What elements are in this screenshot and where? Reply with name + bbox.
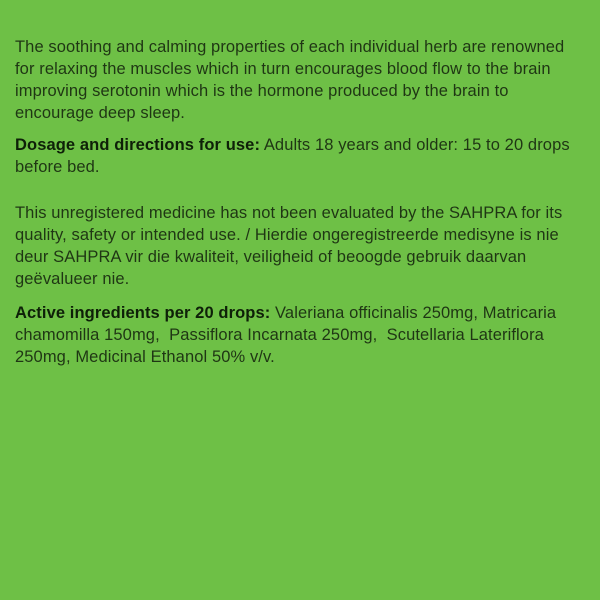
dosage-paragraph <box>15 134 578 178</box>
intro-paragraph: The soothing and calming properties of each individual herb are renowned for relaxing the muscles which in turn encourages blood flow to the brain improving serotonin which is the hormone produced by the brain to encourage deep sleep. <box>15 38 569 122</box>
ingredients-heading: Active ingredients per 20 drops: <box>15 304 271 322</box>
dosage-text: Adults 18 years and older: 15 to 20 drops before bed. <box>15 136 575 176</box>
dosage-heading: Dosage and directions for use: <box>15 136 261 154</box>
ingredients-text: Valeriana officinalis 250mg, Matricaria chamomilla 150mg, Passiflora Incarnata 250mg, Scutellaria Lateriflora 250mg, Medicinal Ethanol 50% v/v. <box>15 304 561 366</box>
ingredients-paragraph <box>15 302 578 368</box>
disclaimer-paragraph: This unregistered medicine has not been evaluated by the SAHPRA for its quality, safety or intended use. / Hierdie ongeregistreerde medisyne is nie deur SAHPRA vir die kwaliteit, veiligheid of beoogde gebruik daarvan geëvalueer nie. <box>15 204 568 288</box>
